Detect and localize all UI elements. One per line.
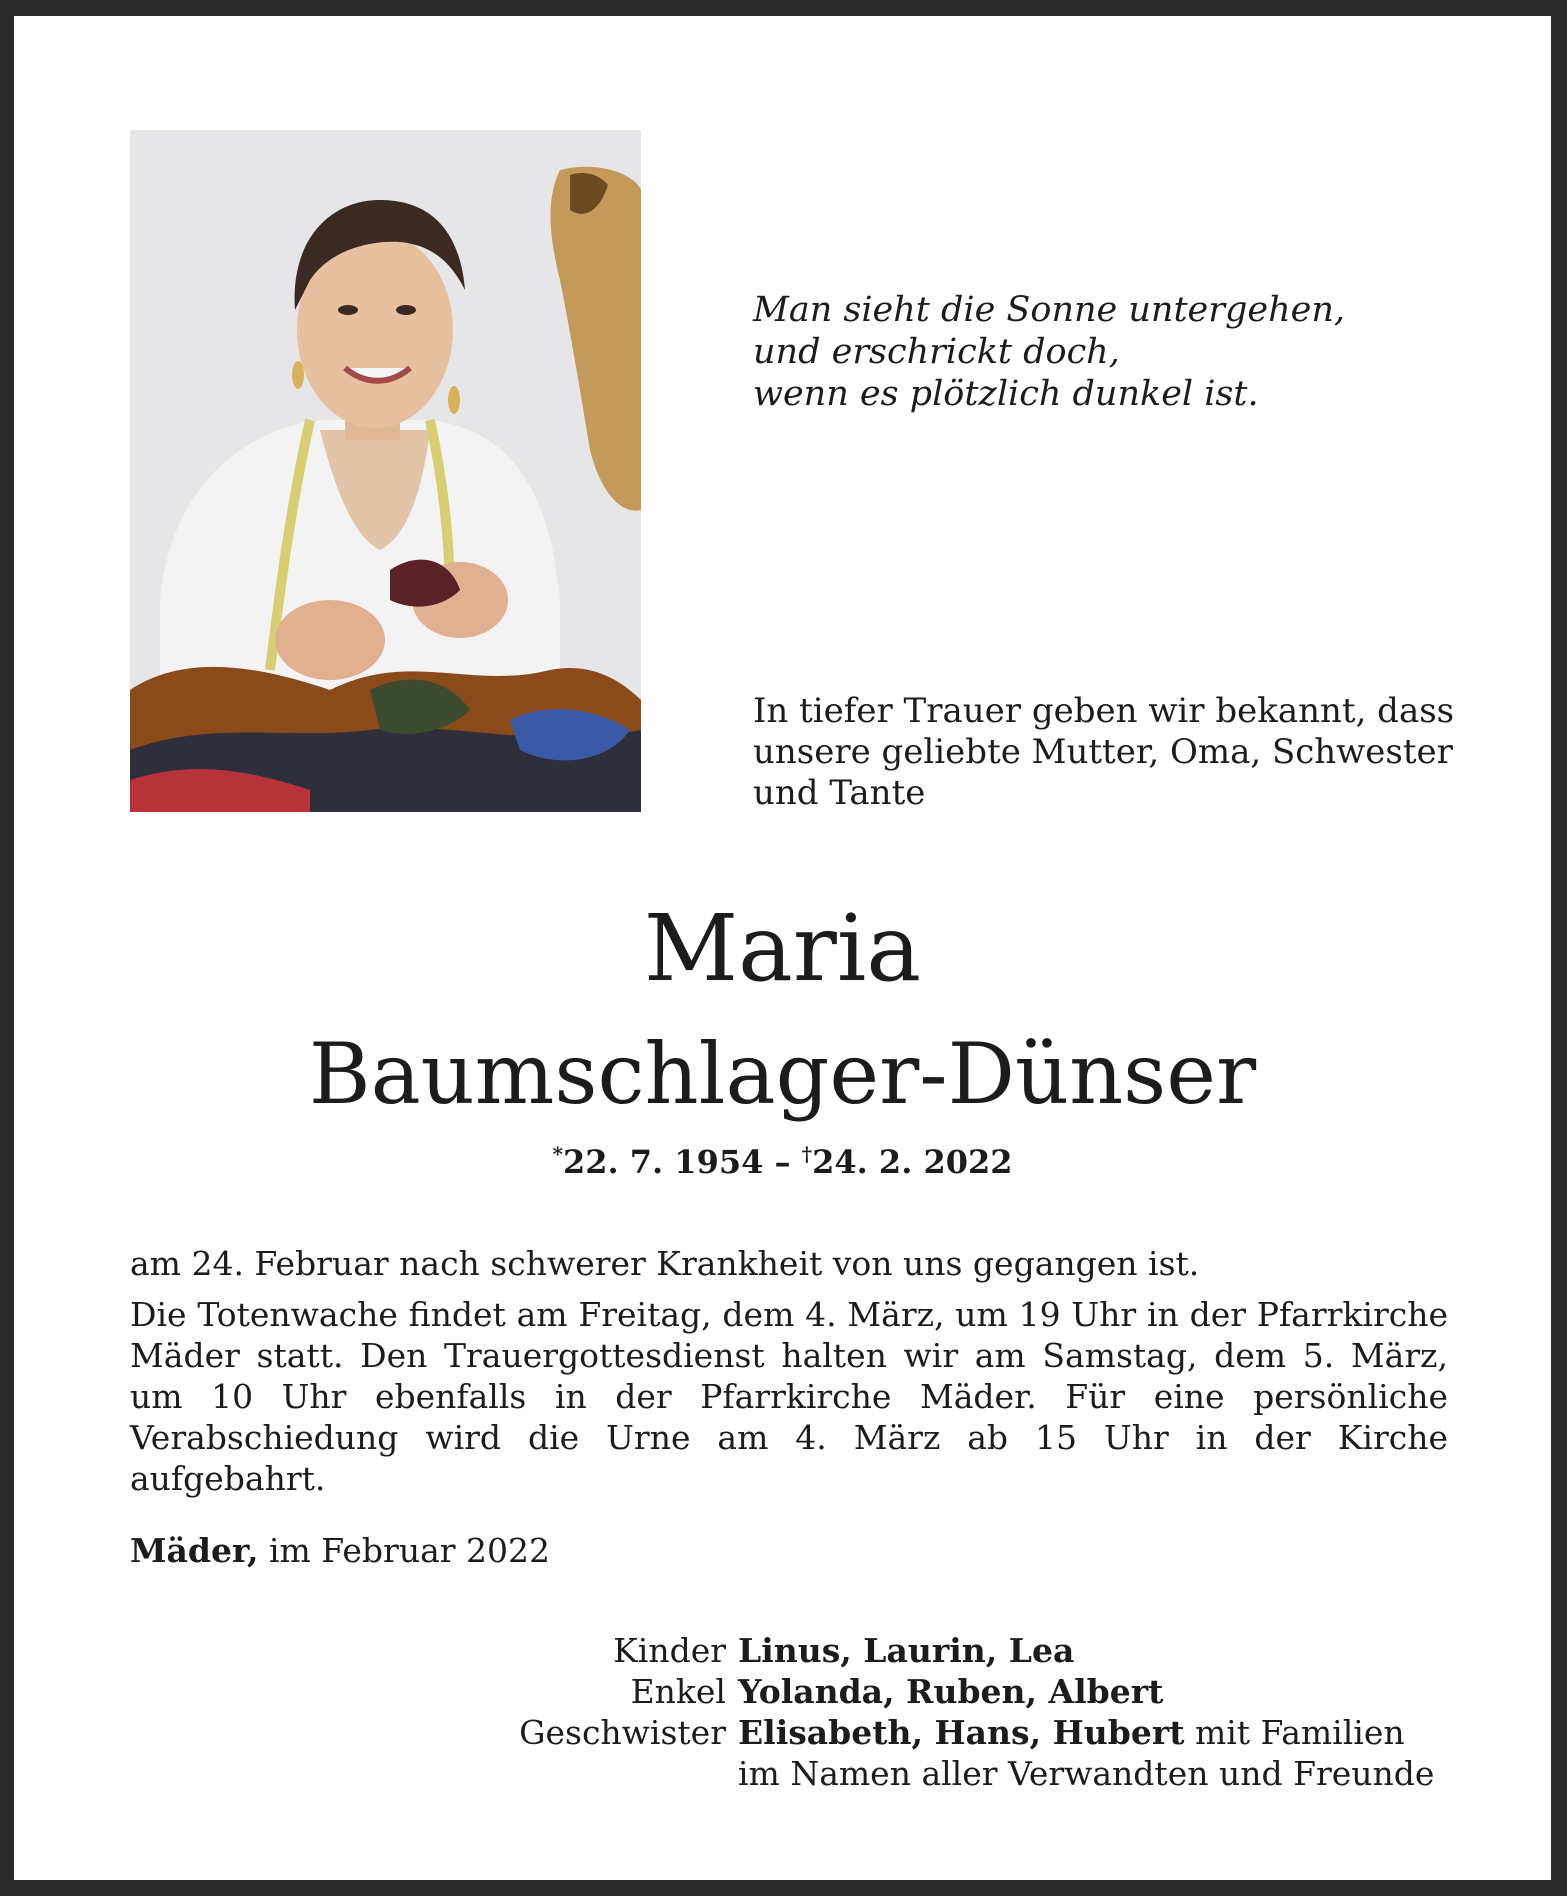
family-suffix: mit Familien — [1184, 1713, 1405, 1752]
family-list — [14, 1630, 1551, 1794]
obituary-card — [14, 16, 1551, 1880]
life-dates — [14, 1132, 1551, 1184]
family-row-closing — [14, 1753, 1551, 1794]
family-label: Geschwister — [519, 1713, 726, 1752]
portrait-photo — [130, 130, 641, 812]
family-row-children — [14, 1630, 1551, 1671]
death-date: 24. 2. 2022 — [812, 1143, 1013, 1181]
family-names-bold: Yolanda, Ruben, Albert — [738, 1672, 1164, 1711]
signoff-date: im Februar 2022 — [258, 1531, 550, 1570]
birth-mark: * — [552, 1142, 563, 1166]
signoff — [130, 1530, 550, 1571]
family-label: Kinder — [613, 1631, 726, 1670]
body-paragraph-2: Die Totenwache findet am Freitag, dem 4. März, um 19 Uhr in der Pfarrkirche Mäder statt. Den Trauergottesdienst halten wir am Samstag, dem 5. März, um 10 Uhr ebenfalls in der Pfarrkirche Mäder. Für eine persönliche Verabschiedung wird die Urne am 4. März ab 15 Uhr in der Kirche aufgebahrt. — [130, 1295, 1448, 1498]
quote-line-1: Man sieht die Sonne untergehen, — [753, 290, 1346, 330]
family-names — [738, 1712, 1405, 1753]
announcement-intro — [753, 691, 1473, 814]
death-mark: † — [801, 1142, 813, 1166]
quote-line-2: und erschrickt doch, — [753, 332, 1120, 372]
family-names-bold: Linus, Laurin, Lea — [738, 1631, 1075, 1670]
family-row-grandchildren — [14, 1671, 1551, 1712]
birth-date: 22. 7. 1954 — [562, 1143, 764, 1181]
family-closing: im Namen aller Verwandten und Freunde — [738, 1754, 1435, 1793]
deceased-last-name: Baumschlager-Dünser — [308, 1025, 1257, 1123]
intro-line-1: In tiefer Trauer geben wir bekannt, dass — [753, 691, 1455, 731]
date-separator: – — [763, 1143, 802, 1181]
family-names — [738, 1630, 1074, 1671]
body-text — [130, 1243, 1448, 1509]
portrait-image — [130, 130, 641, 812]
intro-line-3: und Tante — [753, 773, 926, 813]
body-paragraph-1: am 24. Februar nach schwerer Krankheit von uns gegangen ist. — [130, 1244, 1200, 1283]
signoff-place: Mäder, — [130, 1531, 259, 1570]
quote — [753, 289, 1345, 415]
family-label: Enkel — [630, 1672, 726, 1711]
quote-line-3: wenn es plötzlich dunkel ist. — [753, 374, 1259, 414]
family-names-bold: Elisabeth, Hans, Hubert — [738, 1713, 1185, 1752]
family-names — [738, 1671, 1163, 1712]
family-row-siblings — [14, 1712, 1551, 1753]
intro-line-2: unsere geliebte Mutter, Oma, Schwester — [753, 732, 1453, 772]
deceased-first-name: Maria — [643, 895, 922, 1002]
